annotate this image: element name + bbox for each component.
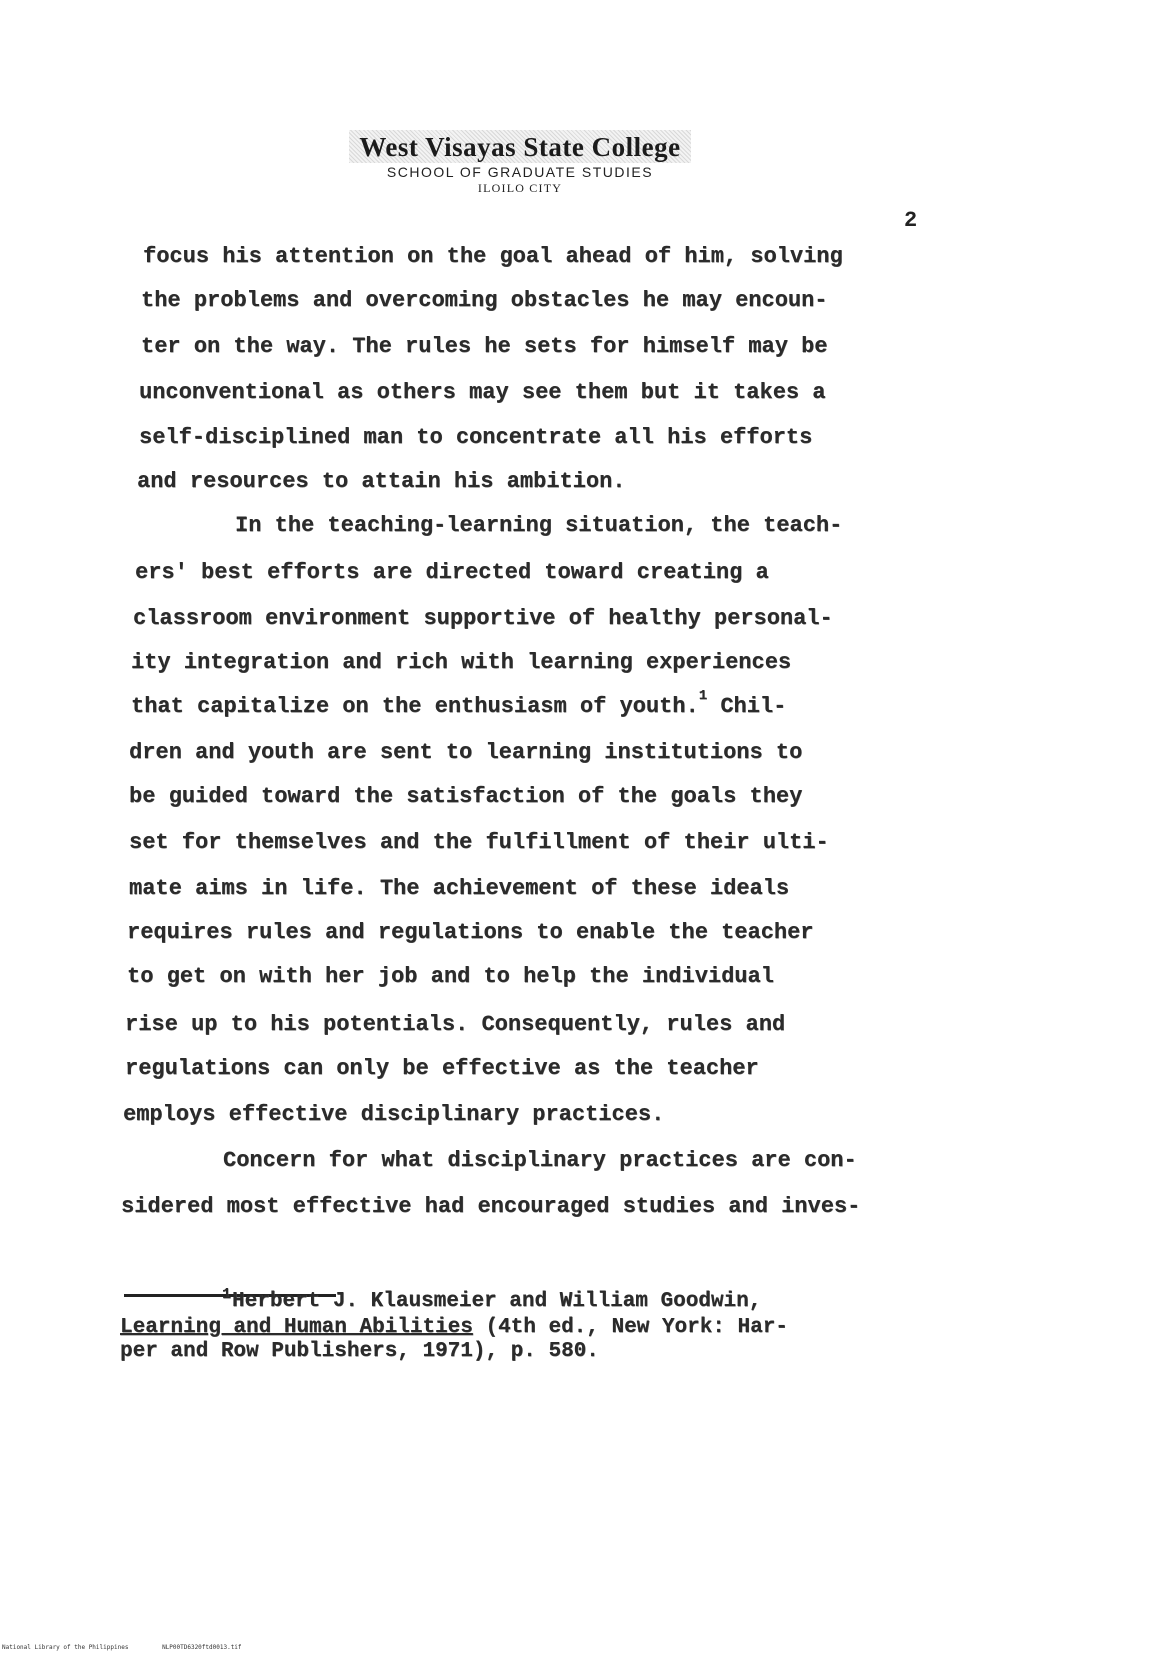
footnote-book-title: Learning and Human Abilities — [120, 1316, 473, 1339]
body-line: rise up to his potentials. Consequently, rules and — [125, 1012, 786, 1037]
archive-library: National Library of the Philippines — [2, 1644, 129, 1651]
body-text: Chil- — [720, 694, 787, 719]
body-line: requires rules and regulations to enable the teacher — [127, 920, 814, 945]
body-line: unconventional as others may see them but it takes a — [139, 380, 826, 405]
body-line: employs effective disciplinary practices. — [123, 1102, 665, 1127]
letterhead — [330, 130, 710, 196]
city-name: ILOILO CITY — [477, 181, 563, 195]
body-line: the problems and overcoming obstacles he may encoun- — [141, 288, 828, 313]
body-line: focus his attention on the goal ahead of him, solving — [143, 244, 843, 269]
footnote-line — [120, 1316, 788, 1339]
body-line: ity integration and rich with learning experiences — [131, 650, 792, 675]
body-line: and resources to attain his ambition. — [137, 469, 626, 494]
body-text: that capitalize on the enthusiasm of youth. — [131, 694, 699, 719]
archive-footer — [2, 1644, 272, 1651]
body-line: Concern for what disciplinary practices are con- — [223, 1148, 857, 1173]
school-name: SCHOOL OF GRADUATE STUDIES — [386, 164, 654, 180]
footnote-text: Herbert J. Klausmeier and William Goodwin, — [232, 1290, 762, 1313]
body-line: ter on the way. The rules he sets for himself may be — [141, 334, 828, 359]
body-line: ers' best efforts are directed toward creating a — [135, 560, 769, 585]
body-line: be guided toward the satisfaction of the goals they — [129, 784, 803, 809]
body-line: to get on with her job and to help the individual — [127, 964, 774, 989]
body-line: classroom environment supportive of healthy personal- — [133, 606, 833, 631]
body-line — [131, 688, 787, 719]
body-line: mate aims in life. The achievement of these ideals — [129, 876, 790, 901]
footnote-text: (4th ed., New York: Har- — [472, 1316, 788, 1339]
footnote-line — [222, 1286, 762, 1313]
college-name: West Visayas State College — [349, 130, 690, 163]
body-line: self-disciplined man to concentrate all his efforts — [139, 425, 813, 450]
body-line: sidered most effective had encouraged studies and inves- — [121, 1194, 861, 1219]
body-line: In the teaching-learning situation, the teach- — [235, 513, 843, 538]
page-number: 2 — [904, 208, 918, 233]
archive-file: NLP00TD6320ftd0013.tif — [162, 1644, 242, 1651]
footnote-reference: 1 — [698, 688, 708, 704]
body-line: set for themselves and the fulfillment of their ulti- — [129, 830, 829, 855]
body-line: dren and youth are sent to learning institutions to — [129, 740, 803, 765]
footnote-marker: 1 — [222, 1286, 232, 1303]
footnote-line: per and Row Publishers, 1971), p. 580. — [120, 1340, 599, 1363]
body-line: regulations can only be effective as the teacher — [125, 1056, 759, 1081]
